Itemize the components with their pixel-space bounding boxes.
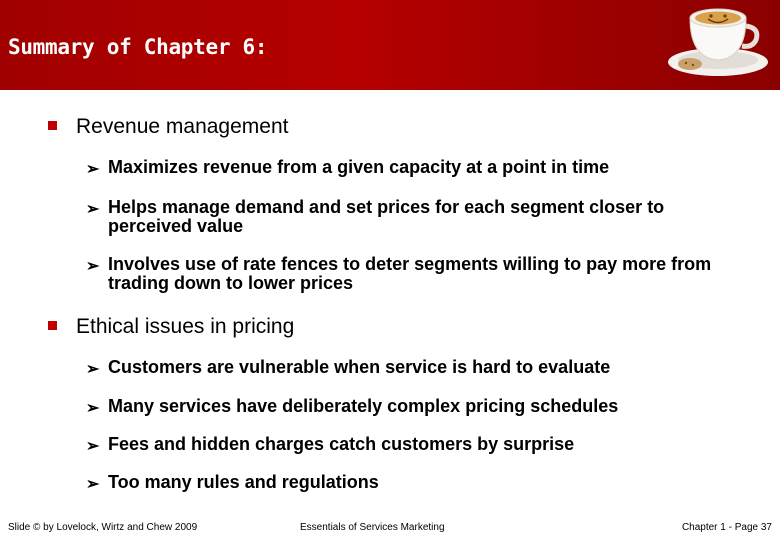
- section-heading: Revenue management: [76, 115, 289, 138]
- coffee-cup-icon: [660, 0, 770, 80]
- square-bullet-icon: [48, 321, 57, 330]
- arrow-bullet-icon: ➢: [86, 201, 100, 218]
- arrow-bullet-icon: ➢: [86, 438, 100, 455]
- footer-book-title: Essentials of Services Marketing: [300, 522, 445, 533]
- title-line-1: Summary of Chapter 6:: [8, 35, 268, 59]
- footer-page-number: Chapter 1 - Page 37: [681, 522, 772, 533]
- arrow-bullet-icon: ➢: [86, 361, 100, 378]
- slide-header: [0, 0, 780, 117]
- square-bullet-icon: [48, 121, 57, 130]
- arrow-bullet-icon: ➢: [86, 258, 100, 275]
- arrow-bullet-icon: ➢: [86, 400, 100, 417]
- section-heading: Ethical issues in pricing: [76, 315, 295, 338]
- arrow-bullet-icon: ➢: [86, 476, 100, 493]
- footer-copyright: Slide © by Lovelock, Wirtz and Chew 2009: [8, 522, 198, 533]
- arrow-bullet-icon: ➢: [86, 161, 100, 178]
- title-line-2: Pricing and Revenue Management (2): [8, 93, 428, 117]
